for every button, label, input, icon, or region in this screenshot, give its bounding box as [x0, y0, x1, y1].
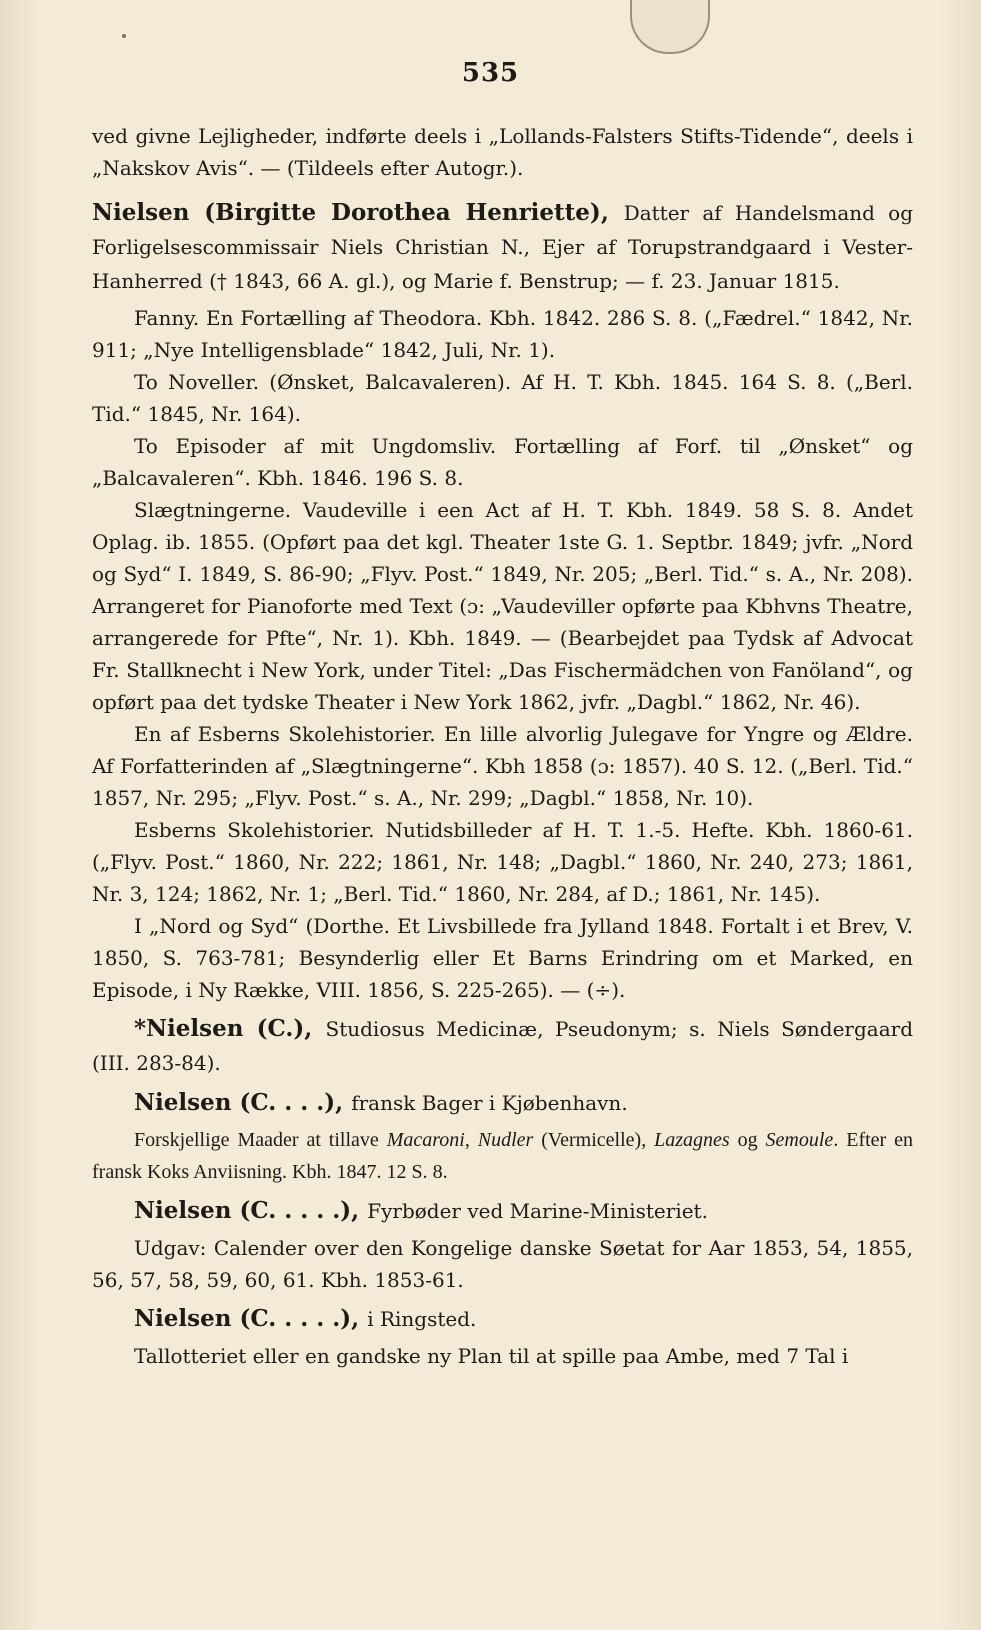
- page-text: [92, 120, 913, 1372]
- intro-paragraph: ved givne Lejligheder, indførte deels i „Lollands-Falsters Stifts-Tidende“, deels i „Nakskov Avis“. — (Tildeels efter Autogr.).: [92, 124, 913, 180]
- entry-name: Nielsen (C. . . . .),: [134, 1197, 360, 1224]
- work-item: Forskjellige Maader at tillave Macaroni, Nudler (Vermicelle), Lazagnes og Semoule. Efter en fransk Koks Anviisning. Kbh. 1847. 12 S. 8.: [92, 1129, 913, 1183]
- page-tab-mark: [630, 0, 710, 54]
- work-item: I „Nord og Syd“ (Dorthe. Et Livsbillede fra Jylland 1848. Fortalt i et Brev, V. 1850, S. 763-781; Besynderlig eller Et Barns Erindring om et Marked, en Episode, i Ny Række, VIII. 1856, S. 225-265). — (÷).: [92, 914, 913, 1002]
- entry-heading: [92, 196, 913, 298]
- ink-spot: [122, 34, 126, 38]
- entry-description: i Ringsted.: [367, 1307, 477, 1331]
- work-item: To Noveller. (Ønsket, Balcavaleren). Af H. T. Kbh. 1845. 164 S. 8. („Berl. Tid.“ 1845, Nr. 164).: [92, 370, 913, 426]
- work-item: Esberns Skolehistorier. Nutidsbilleder af H. T. 1.-5. Hefte. Kbh. 1860-61. („Flyv. Post.“ 1860, Nr. 222; 1861, Nr. 148; „Dagbl.“ 1860, Nr. 240, 273; 1861, Nr. 3, 124; 1862, Nr. 1; „Berl. Tid.“ 1860, Nr. 284, af D.; 1861, Nr. 145).: [92, 818, 913, 906]
- entry-description: Studiosus Medicinæ, Pseudonym; s. Niels Søndergaard (III. 283-84).: [92, 1017, 913, 1075]
- page-number: 535: [461, 58, 520, 88]
- work-item: Fanny. En Fortælling af Theodora. Kbh. 1842. 286 S. 8. („Fædrel.“ 1842, Nr. 911; „Nye Intelligensblade“ 1842, Juli, Nr. 1).: [92, 306, 913, 362]
- entry-heading: [92, 1194, 913, 1228]
- entry-heading: [92, 1012, 913, 1080]
- entry-name: *Nielsen (C.),: [134, 1015, 313, 1042]
- entry-heading: [92, 1302, 913, 1336]
- work-item: Udgav: Calender over den Kongelige danske Søetat for Aar 1853, 54, 1855, 56, 57, 58, 59, 60, 61. Kbh. 1853-61.: [92, 1236, 913, 1292]
- work-item: Tallotteriet eller en gandske ny Plan til at spille paa Ambe, med 7 Tal i: [134, 1344, 849, 1368]
- entry-description: fransk Bager i Kjøbenhavn.: [351, 1091, 628, 1115]
- entry-name: Nielsen (C. . . . .),: [134, 1305, 360, 1332]
- entry-heading: [92, 1086, 913, 1120]
- work-item: Slægtningerne. Vaudeville i een Act af H. T. Kbh. 1849. 58 S. 8. Andet Oplag. ib. 1855. (Opført paa det kgl. Theater 1ste G. 1. Septbr. 1849; jvfr. „Nord og Syd“ I. 1849, S. 86-90; „Flyv. Post.“ 1849, Nr. 205; „Berl. Tid.“ s. A., Nr. 208). Arrangeret for Pianoforte med Text (ɔ: „Vaudeviller opførte paa Kbhvns Theatre, arrangerede for Pfte“, Nr. 1). Kbh. 1849. — (Bearbejdet paa Tydsk af Advocat Fr. Stallknecht i New York, under Titel: „Das Fischermädchen von Fanöland“, og opført paa det tydske Theater i New York 1862, jvfr. „Dagbl.“ 1862, Nr. 46).: [92, 498, 913, 714]
- entry-name: Nielsen (C. . . .),: [134, 1089, 344, 1116]
- work-item: En af Esberns Skolehistorier. En lille alvorlig Julegave for Yngre og Ældre. Af Forfatterinden af „Slægtningerne“. Kbh 1858 (ɔ: 1857). 40 S. 12. („Berl. Tid.“ 1857, Nr. 295; „Flyv. Post.“ s. A., Nr. 299; „Dagbl.“ 1858, Nr. 10).: [92, 722, 913, 810]
- entry-description: Datter af Handelsmand og Forligelsescommissair Niels Christian N., Ejer af Torupstrandgaard i Vester-Hanherred († 1843, 66 A. gl.), og Marie f. Benstrup; — f. 23. Januar 1815.: [92, 201, 913, 293]
- entry-description: Fyrbøder ved Marine-Ministeriet.: [367, 1199, 708, 1223]
- entry-name: Nielsen (Birgitte Dorothea Henriette),: [92, 199, 609, 226]
- work-item: To Episoder af mit Ungdomsliv. Fortælling af Forf. til „Ønsket“ og „Balcavaleren“. Kbh. 1846. 196 S. 8.: [92, 434, 913, 490]
